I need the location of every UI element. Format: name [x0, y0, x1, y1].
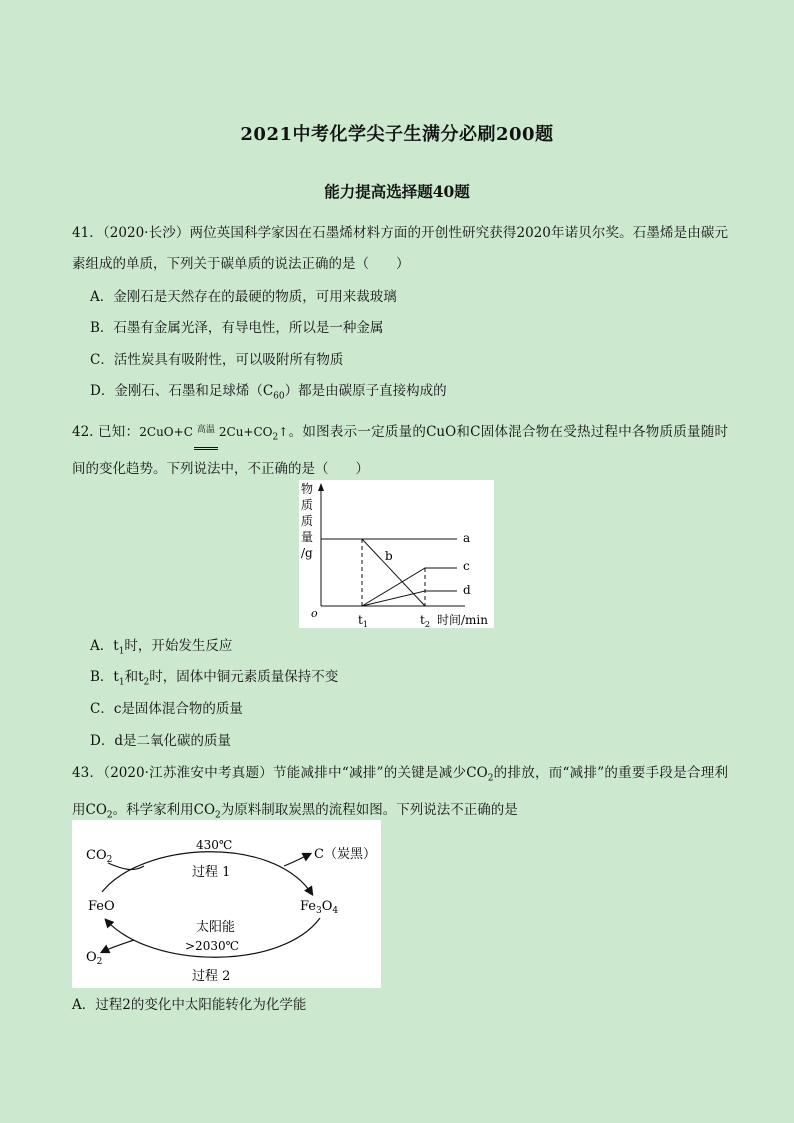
ylabel-char-5: /g [301, 546, 313, 560]
ylabel-char-4: 量 [301, 530, 314, 544]
xlabel: 时间/min [437, 613, 488, 627]
section-subtitle: 能力提高选择题40题 [324, 182, 470, 201]
tick-t2-label: $t_2$ [420, 613, 430, 628]
solar-energy-label: 太阳能 [196, 920, 236, 935]
ylabel-char-3: 质 [301, 514, 314, 528]
carbon-output-arrow [284, 854, 310, 866]
q43-stem-a: 43．（2020·江苏淮安中考真题）节能减排中“减排”的关键是减少CO [72, 765, 488, 781]
q41-option-d-sub: 60 [273, 391, 285, 402]
carbon-black-label: C（炭黑） [314, 847, 376, 862]
flow-diagram-svg [72, 820, 381, 988]
q43-sub-1: 2 [487, 773, 494, 784]
fe3o4-label: $Fe_3O_4$ [300, 899, 339, 916]
mass-time-chart-svg [299, 480, 494, 628]
series-c-line [362, 568, 457, 606]
series-b-label: b [385, 549, 393, 563]
q41-option-d-tail: ）都是由碳原子直接构成的 [284, 383, 447, 399]
o2-output-arrow [102, 940, 134, 952]
q42-option-b-sub2: 2 [143, 677, 150, 688]
q42-equation-condition-text: 高温 [196, 425, 215, 435]
q42-option-a-text: A．t [90, 638, 119, 654]
question-41-stem: 41．（2020·长沙）两位英国科学家因在石墨烯材料方面的开创性研究获得2020年诺贝尔奖。石墨烯是由碳元素组成的单质，下列关于碳单质的说法正确的是（ ） [72, 225, 728, 272]
series-d-label: d [463, 583, 471, 597]
temp-430-label: 430℃ [196, 838, 233, 852]
question-42-stem [72, 415, 728, 485]
process-2-label: 过程 2 [192, 969, 231, 984]
q41-option-a: A．金刚石是天然存在的最硬的物质，可用来裁玻璃 [90, 289, 397, 305]
q41-option-d-text: D．金刚石、石墨和足球烯（C [90, 383, 274, 399]
q41-option-b: B．石墨有金属光泽，有导电性，所以是一种金属 [90, 320, 384, 336]
tick-t1-label: $t_1$ [358, 613, 368, 628]
q42-equation-right: 2Cu+CO [218, 425, 273, 439]
q42-stem-rest: 。如图表示一定质量的CuO和C固体混合物在受热过程中各物质质量随时间的变化趋势。下列说法中，不正确的是（ ） [72, 424, 728, 477]
q43-stem-c: 。科学家利用CO [112, 801, 216, 818]
q41-option-c: C．活性炭具有吸附性，可以吸附所有物质 [90, 352, 344, 368]
ylabel-char-2: 质 [301, 498, 314, 512]
q41-option-d [90, 381, 447, 407]
carbon-black-flow-diagram [72, 820, 381, 988]
temp-2030-label: >2030℃ [185, 939, 240, 953]
q42-option-c: C．c是固体混合物的质量 [90, 701, 243, 717]
q42-equation-left: 2CuO+C [139, 425, 193, 439]
series-a-label: a [463, 531, 471, 545]
q42-prefix: 42. 已知： [72, 424, 140, 440]
q42-equation-arrow: ↑ [278, 425, 289, 439]
q43-option-a: A．过程2的变化中太阳能转化为化学能 [72, 997, 307, 1013]
q42-option-d: D．d是二氧化碳的质量 [90, 733, 231, 749]
q43-sub-3: 2 [215, 810, 221, 821]
series-b-line [362, 539, 425, 606]
q42-option-b-text: B．t [90, 669, 119, 685]
q42-option-a-tail: 时，开始发生反应 [124, 638, 233, 654]
q43-stem-b: 的排放，而“减排”的重要手段是合理利用CO [72, 765, 728, 818]
q42-option-b [90, 667, 338, 693]
ylabel-char-1: 物 [301, 482, 314, 496]
y-axis-arrow [318, 483, 324, 491]
mass-time-chart [299, 480, 494, 628]
q42-equation-condition [193, 415, 219, 446]
co2-label: $CO_2$ [86, 848, 113, 865]
q42-equation-sub: 2 [272, 432, 279, 443]
q42-option-b-tail: 时，固体中铜元素质量保持不变 [149, 669, 339, 685]
origin-label: o [311, 607, 318, 620]
series-d-line [362, 591, 457, 606]
q42-option-b-mid: 和t [124, 669, 144, 685]
q42-option-b-sub1: 1 [118, 677, 125, 688]
q43-stem-d: 为原料制取炭黑的流程如图。下列说法不正确的是 [220, 801, 518, 818]
feo-label: FeO [88, 899, 115, 914]
process-1-label: 过程 1 [192, 865, 231, 880]
o2-label: $O_2$ [86, 950, 103, 967]
series-c-label: c [463, 559, 470, 573]
q42-option-a [90, 636, 232, 662]
q42-option-a-sub: 1 [118, 646, 125, 657]
page-title: 2021中考化学尖子生满分必刷200题 [240, 124, 554, 145]
q43-sub-2: 2 [106, 810, 113, 821]
